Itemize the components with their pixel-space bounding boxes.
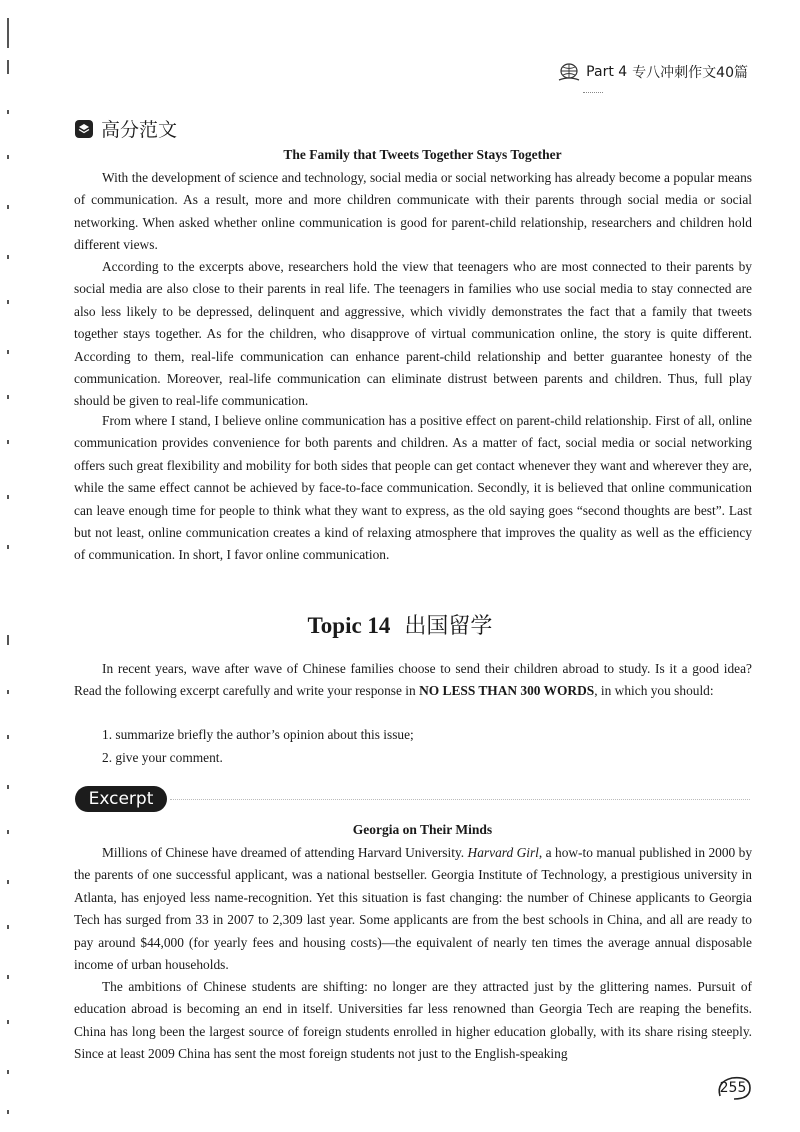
topic-prompt-text: In recent years, wave after wave of Chinese families choose to send their children abroad to study. Is it a good idea? Read the following excerpt carefully and write your response in [74, 661, 752, 699]
page-number [712, 1074, 754, 1102]
excerpt-label: Excerpt [75, 786, 167, 812]
globe-book-icon [557, 62, 581, 82]
essay-paragraph-3: From where I stand, I believe online communication has a positive effect on parent-child relationship. First of all, online communication provides convenience for both parents and children. As a matter of fact, social media or social networking offers such great flexibility and mobility for both sides that people can get contact whenever they want and wherever they are, while the same effect cannot be achieved by face-to-face communication. Secondly, it is believed that online communication can leave enough time for people to think what they want to express, as the old saying goes “second thoughts are best”. Last but not least, online communication creates a kind of relaxing atmosphere that improves the quality as well as the efficiency of communication. In short, I favor online communication. [74, 413, 752, 563]
running-header [557, 62, 748, 82]
excerpt-p1-text: Millions of Chinese have dreamed of attending Harvard University. [102, 845, 468, 860]
essay-title: The Family that Tweets Together Stays Together [283, 147, 562, 162]
excerpt-paragraph-1 [74, 842, 752, 976]
task-item-2: 2. give your comment. [102, 750, 223, 765]
essay-paragraph-2: According to the excerpts above, researchers hold the view that teenagers who are most connected to their parents by social media are also close to their parents in real life. The teenagers in families who use social media to stay connected are also less likely to be depressed, delinquent and aggressive, which vividly demonstrates the fact that a family that tweets together stays together. As for the children, who disapprove of virtual communication online, the story is quite different. According to them, real-life communication can enhance parent-child relationship and better guarantee honesty of the communication. Moreover, real-life communication can eliminate distrust between parents and children. Thus, full play should be given to real-life communication. [74, 259, 752, 409]
page-number-text: 255 [719, 1080, 747, 1096]
header-part: Part 4 [586, 64, 628, 80]
essay-paragraph-1: With the development of science and technology, social media or social networking has already become a popular means of communication. As a result, more and more children communicate with their parents through social media or social networking. When asked whether online communication is good for parent-child relationship, researchers and children hold different views. [74, 170, 752, 253]
topic-prompt-tail: , in which you should: [594, 683, 714, 699]
topic-word-requirement: NO LESS THAN 300 WORDS [419, 683, 595, 699]
excerpt-paragraph-2: The ambitions of Chinese students are shifting: no longer are they attracted just by the glittering names. Pursuit of education abroad is becoming an end in itself. Universities far less renowned than Georgia Tech are reaping the benefits. China has long been the largest source of foreign students enrolled in higher education globally, with its share rising steeply. Since at least 2009 China has sent the most foreign students not just to the English-speaking [74, 979, 752, 1062]
sample-essay-label [75, 115, 177, 142]
header-book-title: 专八冲刺作文40篇 [632, 65, 748, 81]
excerpt-p1-rest: , a how-to manual published in 2000 by the parents of one successful applicant, was a national bestseller. Georgia Institute of Technology, a prestigious university in Atlanta, has enjoyed less name-recognition. Yet this situation is fast changing: the number of Chinese applicants to Georgia Tech has surged from 33 in 2007 to 2,309 last year. Some applicants are from the best schools in China, and all are ready to pay around $44,000 (for yearly fees and housing costs)—the equivalent of nearly ten times the average annual disposable income of urban households. [74, 845, 753, 973]
task-item-1: 1. summarize briefly the author’s opinion about this issue; [102, 727, 414, 742]
topic-heading [0, 609, 800, 640]
excerpt-divider [170, 799, 750, 800]
topic-number: Topic 14 [307, 613, 391, 638]
scan-margin-marks [5, 0, 15, 1132]
excerpt-title: Georgia on Their Minds [352, 822, 493, 837]
layers-icon [75, 120, 93, 138]
topic-title: 出国留学 [404, 614, 493, 639]
sample-essay-label-text: 高分范文 [101, 119, 178, 141]
book-title-harvard-girl: Harvard Girl [467, 845, 539, 860]
topic-prompt [74, 658, 752, 703]
header-rule [583, 92, 603, 93]
